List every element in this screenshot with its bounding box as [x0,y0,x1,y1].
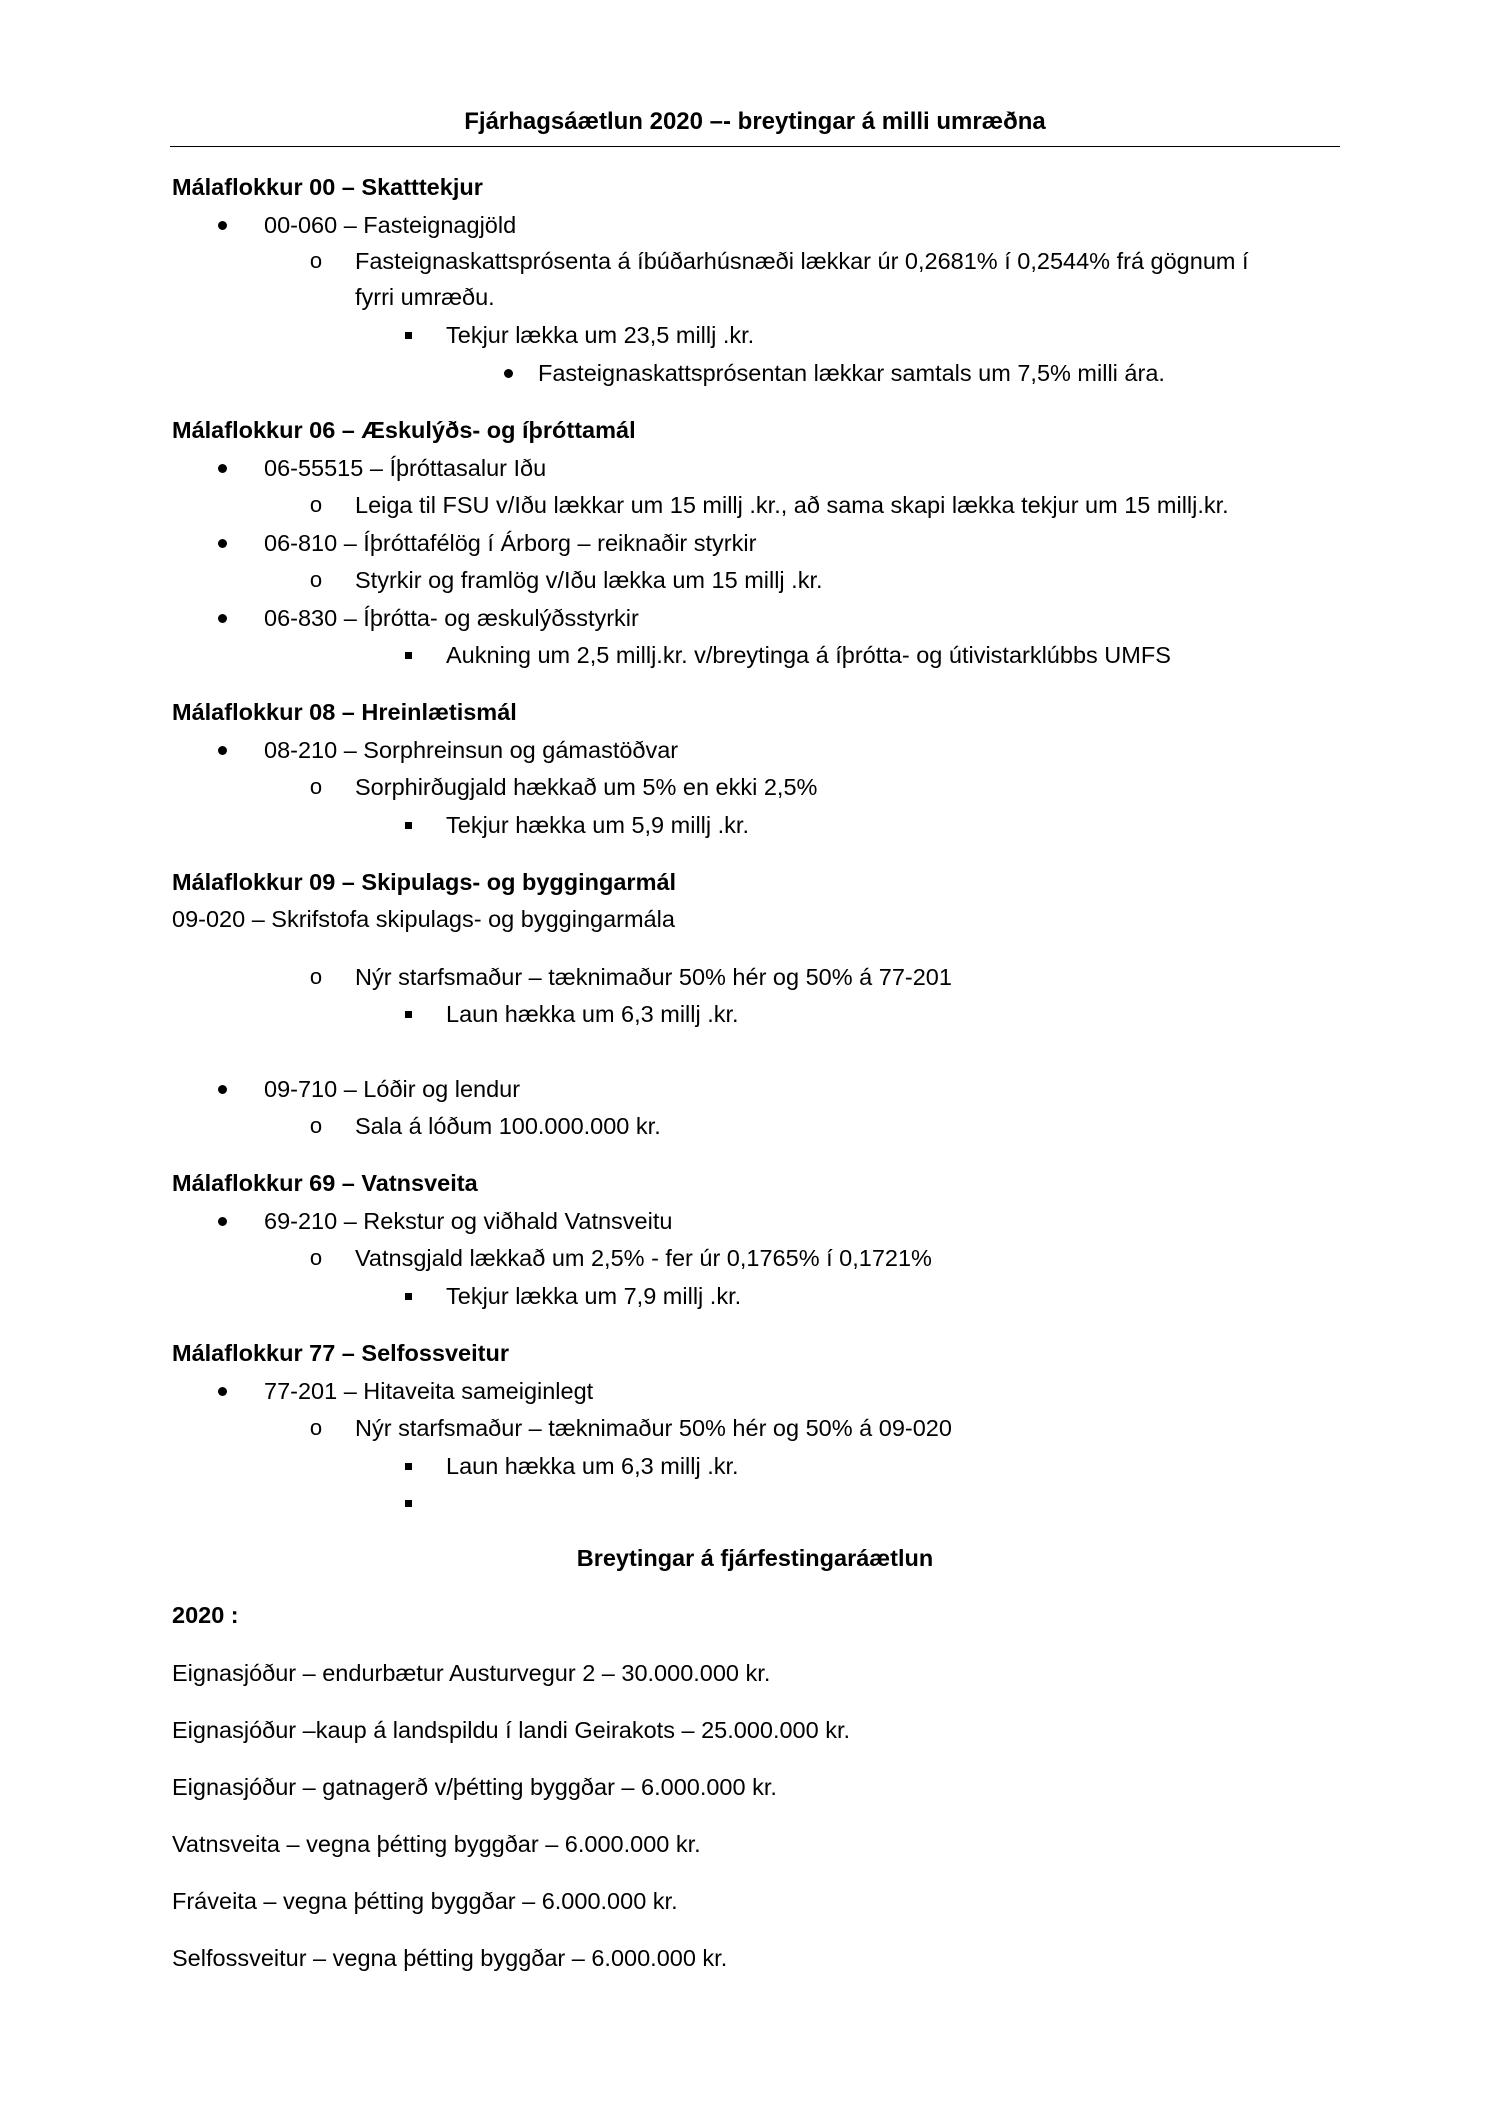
list-item: 06-830 – Íþrótta- og æskulýðsstyrkir [264,605,639,631]
list-item: Tekjur lækka um 7,9 millj .kr. [446,1283,742,1309]
list-item: Aukning um 2,5 millj.kr. v/breytinga á íþrótta- og útivistarklúbbs UMFS [446,642,1171,668]
list-item: Laun hækka um 6,3 millj .kr. [446,1453,739,1479]
list-item: 77-201 – Hitaveita sameiginlegt [264,1378,594,1404]
bullet-circle: o [309,1415,323,1440]
section-heading-08: Málaflokkur 08 – Hreinlætismál [172,699,517,725]
list-item-continuation: fyrri umræðu. [355,284,495,310]
bullet-disc [210,1206,234,1236]
list-item: 08-210 – Sorphreinsun og gámastöðvar [264,737,679,763]
section-heading-00: Málaflokkur 00 – Skatttekjur [172,174,483,200]
section-heading-69: Málaflokkur 69 – Vatnsveita [172,1170,478,1196]
investment-line: Eignasjóður – endurbætur Austurvegur 2 – 30.000.000 kr. [172,1660,771,1686]
list-item: Laun hækka um 6,3 millj .kr. [446,1001,739,1027]
list-item: Leiga til FSU v/Iðu lækkar um 15 millj .kr., að sama skapi lækka tekjur um 15 millj.kr. [355,492,1229,518]
bullet-circle: o [309,1113,323,1138]
investment-year: 2020 : [172,1602,239,1628]
bullet-square [396,999,420,1029]
section-heading-06: Málaflokkur 06 – Æskulýðs- og íþróttamál [172,417,636,443]
section-heading-09: Málaflokkur 09 – Skipulags- og byggingarmál [172,869,677,895]
bullet-square [396,320,420,350]
list-item: Nýr starfsmaður – tæknimaður 50% hér og 50% á 77-201 [355,964,952,990]
bullet-disc [210,210,234,240]
list-item: Fasteignaskattsprósentan lækkar samtals um 7,5% milli ára. [538,360,1165,386]
page-title: Fjárhagsáætlun 2020 –- breytingar á milli umræðna [464,108,1046,135]
list-item: 69-210 – Rekstur og viðhald Vatnsveitu [264,1208,673,1234]
list-item: 06-810 – Íþróttafélög í Árborg – reiknaðir styrkir [264,530,757,556]
bullet-disc [210,735,234,765]
bullet-square [396,810,420,840]
bullet-disc [210,1376,234,1406]
investment-line: Eignasjóður – gatnagerð v/þétting byggðar – 6.000.000 kr. [172,1774,777,1800]
bullet-disc [210,528,234,558]
bullet-disc [210,453,234,483]
list-item: Sorphirðugjald hækkað um 5% en ekki 2,5% [355,774,818,800]
bullet-disc [496,358,520,388]
list-item: Sala á lóðum 100.000.000 kr. [355,1113,661,1139]
list-item: 00-060 – Fasteignagjöld [264,212,517,238]
investment-heading: Breytingar á fjárfestingaráætlun [576,1545,934,1571]
investment-line: Vatnsveita – vegna þétting byggðar – 6.000.000 kr. [172,1831,701,1857]
bullet-square-empty-item [396,1488,420,1518]
list-item: 06-55515 – Íþróttasalur Iðu [264,455,547,481]
bullet-square [396,640,420,670]
section-heading-77: Málaflokkur 77 – Selfossveitur [172,1340,509,1366]
investment-line: Eignasjóður –kaup á landspildu í landi Geirakots – 25.000.000 kr. [172,1717,851,1743]
bullet-circle: o [309,774,323,799]
bullet-disc [210,603,234,633]
list-item: Fasteignaskattsprósenta á íbúðarhúsnæði lækkar úr 0,2681% í 0,2544% frá gögnum í [355,248,1249,274]
bullet-circle: o [309,492,323,517]
list-item: 09-710 – Lóðir og lendur [264,1076,521,1102]
list-item: Tekjur lækka um 23,5 millj .kr. [446,322,755,348]
bullet-square [396,1281,420,1311]
list-item: Styrkir og framlög v/Iðu lækka um 15 millj .kr. [355,567,823,593]
investment-line: Fráveita – vegna þétting byggðar – 6.000.000 kr. [172,1888,678,1914]
list-item: Vatnsgjald lækkað um 2,5% - fer úr 0,1765% í 0,1721% [355,1245,932,1271]
investment-line: Selfossveitur – vegna þétting byggðar – 6.000.000 kr. [172,1945,728,1971]
bullet-disc [210,1074,234,1104]
bullet-square [396,1451,420,1481]
bullet-circle: o [309,567,323,592]
bullet-circle: o [309,1245,323,1270]
list-item: Nýr starfsmaður – tæknimaður 50% hér og 50% á 09-020 [355,1415,952,1441]
bullet-circle: o [309,248,323,273]
plain-line: 09-020 – Skrifstofa skipulags- og byggingarmála [172,906,675,932]
bullet-circle: o [309,964,323,989]
list-item: Tekjur hækka um 5,9 millj .kr. [446,812,749,838]
header-rule [170,146,1340,147]
